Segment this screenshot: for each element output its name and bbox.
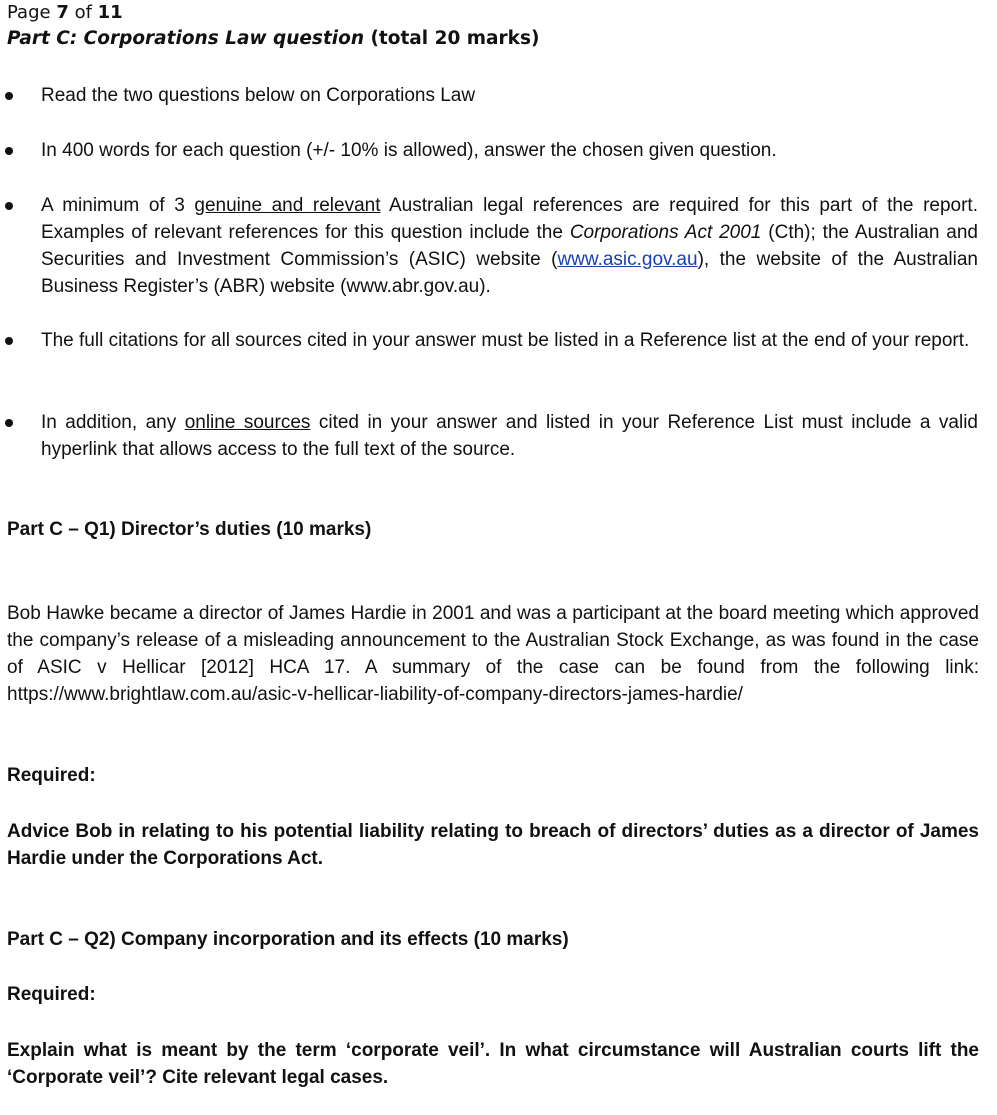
bullet-icon <box>5 419 13 427</box>
q1-body: Bob Hawke became a director of James Hardie in 2001 and was a participant at the board meeting which approved the company’s release of a misleading announcement to the Australian Stock Exchange, as was found in the case of ASIC v Hellicar [2012] HCA 17. A summary of the case can be found from the following link: https://www.brightlaw.com.au/asic-v-hellicar-liability-of-company-directors-james-hardie/ <box>7 603 979 705</box>
q2-required: Required: <box>7 984 96 1005</box>
q2-task: Explain what is meant by the term ‘corporate veil’. In what circumstance will Australian courts lift the ‘Corporate veil’? Cite relevant legal cases. <box>7 1040 979 1088</box>
bullet-icon <box>5 202 13 210</box>
bullet-icon <box>5 337 13 345</box>
q2-heading: Part C – Q2) Company incorporation and its effects (10 marks) <box>7 929 569 950</box>
bullet-icon <box>5 92 13 100</box>
bullet-icon <box>5 147 13 155</box>
part-title: Part C: Corporations Law question (total 20 marks) <box>7 28 540 49</box>
q1-required: Required: <box>7 765 96 786</box>
asic-link[interactable]: www.asic.gov.au <box>557 249 698 270</box>
document-page: Page 7 of 11 Part C: Corporations Law question (total 20 marks) Read the two questions below on Corporations Law In 400 words for each question (+/- 10% is allowed), answer the chosen given question. A minimum of 3 genuine and relevant Australian legal references are required for this part of the report. Examples of relevant references for this question include the Corporations Act 2001 (Cth); the Australian and Securities and Investment Commission’s (ASIC) website (www.asic.gov.au), the website of the Australian Business Register’s (ABR) website (www.abr.gov.au). The full citations for all sources cited in your answer must be listed in a Reference list at the end of your report. In addition, any online sources cited in your answer and listed in your Reference List must include a valid hyperlink that allows access to the full text of the source. Part C – Q1) Director’s duties (10 marks) Bob Hawke became a director of James Hardie in 2001 and was a participant at the board meeting which approved the company’s release of a misleading announcement to the Australian Stock Exchange, as was found in the case of ASIC v Hellicar [2012] HCA 17. A summary of the case can be found from the following link: https://www.brightlaw.com.au/asic-v-hellicar-liability-of-company-directors-james-hardie/ Required: Advice Bob in relating to his potential liability relating to breach of directors’ duties as a director of James Hardie under the Corporations Act. Part C – Q2) Company incorporation and its effects (10 marks) Required: Explain what is meant by the term ‘corporate veil’. In what circumstance will Australian courts lift the ‘Corporate veil’? Cite relevant legal cases. <box>0 0 997 1115</box>
page-total: 11 <box>97 2 123 23</box>
page-current: 7 <box>56 2 69 23</box>
q1-heading: Part C – Q1) Director’s duties (10 marks) <box>7 519 372 540</box>
page-number: Page 7 of 11 <box>7 2 123 23</box>
q1-task: Advice Bob in relating to his potential liability relating to breach of directors’ duties as a director of James Hardie under the Corporations Act. <box>7 821 979 869</box>
